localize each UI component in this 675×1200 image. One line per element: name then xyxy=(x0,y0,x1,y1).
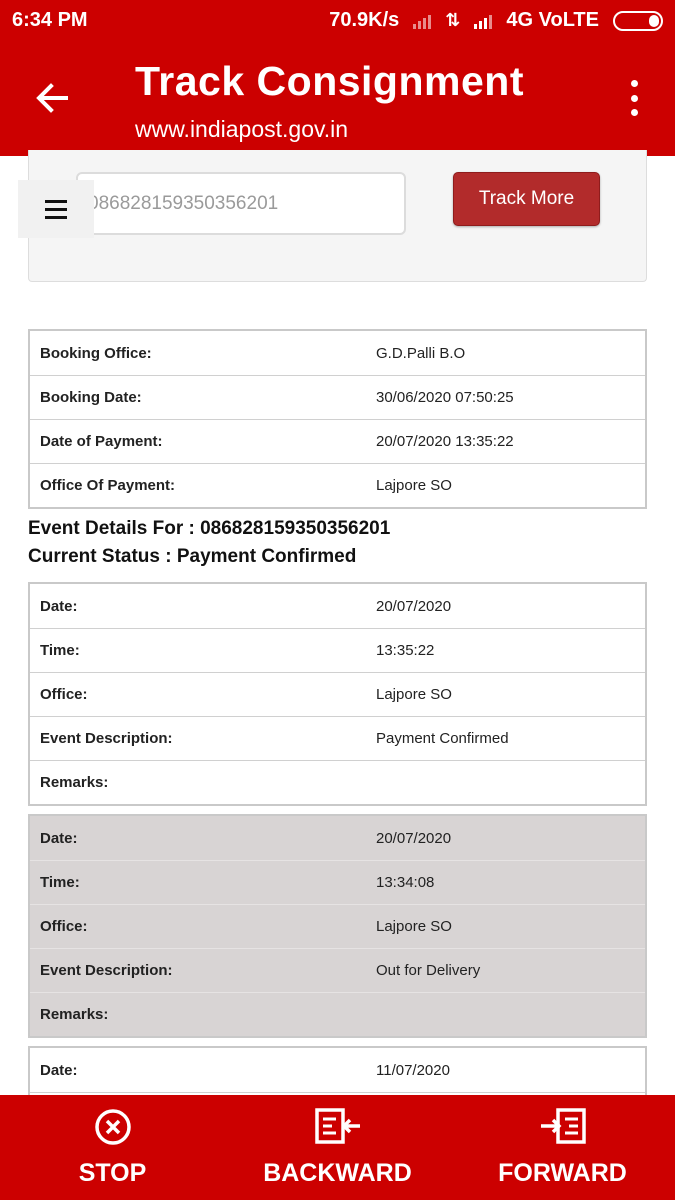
more-options-icon[interactable] xyxy=(622,80,646,116)
table-row xyxy=(30,331,645,375)
row-label: Office: xyxy=(40,918,88,935)
booking-details-table xyxy=(28,329,647,509)
page-url: www.indiapost.gov.in xyxy=(135,116,349,142)
row-label: Time: xyxy=(40,874,80,891)
row-value: G.D.Palli B.O xyxy=(376,344,466,362)
row-value: Lajpore SO xyxy=(376,477,452,494)
bottom-navigation xyxy=(0,1095,675,1200)
row-value: Out for Delivery xyxy=(376,962,481,979)
status-indicators xyxy=(329,9,663,32)
row-label: Office Of Payment: xyxy=(40,477,176,494)
stop-button[interactable] xyxy=(40,1095,185,1200)
row-value: Payment Confirmed xyxy=(376,730,509,747)
table-row xyxy=(30,948,645,992)
row-value: 13:34:08 xyxy=(376,874,435,891)
table-row xyxy=(30,816,645,860)
hamburger-menu-icon[interactable] xyxy=(18,180,94,238)
row-label: Booking Date: xyxy=(40,389,142,406)
network-speed: 70.9K/s xyxy=(329,9,400,31)
table-row xyxy=(30,584,645,628)
row-value: 30/06/2020 07:50:25 xyxy=(376,389,514,406)
row-label: Event Description: xyxy=(40,962,173,979)
forward-label: FORWARD xyxy=(498,1159,627,1187)
battery-icon xyxy=(613,11,663,31)
backward-label: BACKWARD xyxy=(263,1159,412,1187)
row-label: Remarks: xyxy=(40,774,109,791)
current-status-heading: Current Status : Payment Confirmed xyxy=(28,546,357,567)
page-title: Track Consignment xyxy=(135,58,524,104)
back-arrow-icon[interactable] xyxy=(32,78,72,118)
status-time: 6:34 PM xyxy=(12,9,88,31)
consignment-number-input[interactable] xyxy=(76,172,406,235)
row-value: 20/07/2020 13:35:22 xyxy=(376,433,514,450)
row-value: 13:35:22 xyxy=(376,642,435,659)
table-row xyxy=(30,1048,645,1092)
row-label: Office: xyxy=(40,686,88,703)
app-header xyxy=(0,0,675,156)
row-label: Date: xyxy=(40,1061,78,1079)
table-row xyxy=(30,463,645,507)
table-row xyxy=(30,992,645,1036)
row-label: Date: xyxy=(40,829,78,847)
forward-icon xyxy=(539,1107,587,1145)
row-label: Date: xyxy=(40,597,78,615)
network-type: 4G VoLTE xyxy=(506,9,599,31)
row-label: Booking Office: xyxy=(40,344,152,362)
row-label: Event Description: xyxy=(40,730,173,747)
backward-button[interactable] xyxy=(255,1095,420,1200)
stop-label: STOP xyxy=(78,1159,147,1187)
table-row xyxy=(30,860,645,904)
table-row xyxy=(30,672,645,716)
table-row xyxy=(30,904,645,948)
row-label: Date of Payment: xyxy=(40,433,163,450)
track-more-button[interactable]: Track More xyxy=(453,172,600,226)
row-value: Lajpore SO xyxy=(376,686,452,703)
table-row xyxy=(30,419,645,463)
event-table xyxy=(28,582,647,806)
row-value: 11/07/2020 xyxy=(376,1061,450,1079)
signal-strength-icon xyxy=(474,13,492,29)
row-value: Lajpore SO xyxy=(376,918,452,935)
table-row xyxy=(30,628,645,672)
forward-button[interactable] xyxy=(490,1095,635,1200)
stop-icon xyxy=(93,1107,133,1147)
event-table xyxy=(28,814,647,1038)
row-label: Remarks: xyxy=(40,1006,109,1023)
table-row xyxy=(30,760,645,804)
row-value: 20/07/2020 xyxy=(376,597,452,615)
signal-icon xyxy=(413,13,431,29)
data-arrows-icon: ⇅ xyxy=(445,10,461,30)
table-row xyxy=(30,716,645,760)
event-details-heading: Event Details For : 086828159350356201 xyxy=(28,518,391,539)
row-label: Time: xyxy=(40,642,80,659)
row-value: 20/07/2020 xyxy=(376,829,452,847)
table-row xyxy=(30,375,645,419)
backward-icon xyxy=(314,1107,362,1145)
